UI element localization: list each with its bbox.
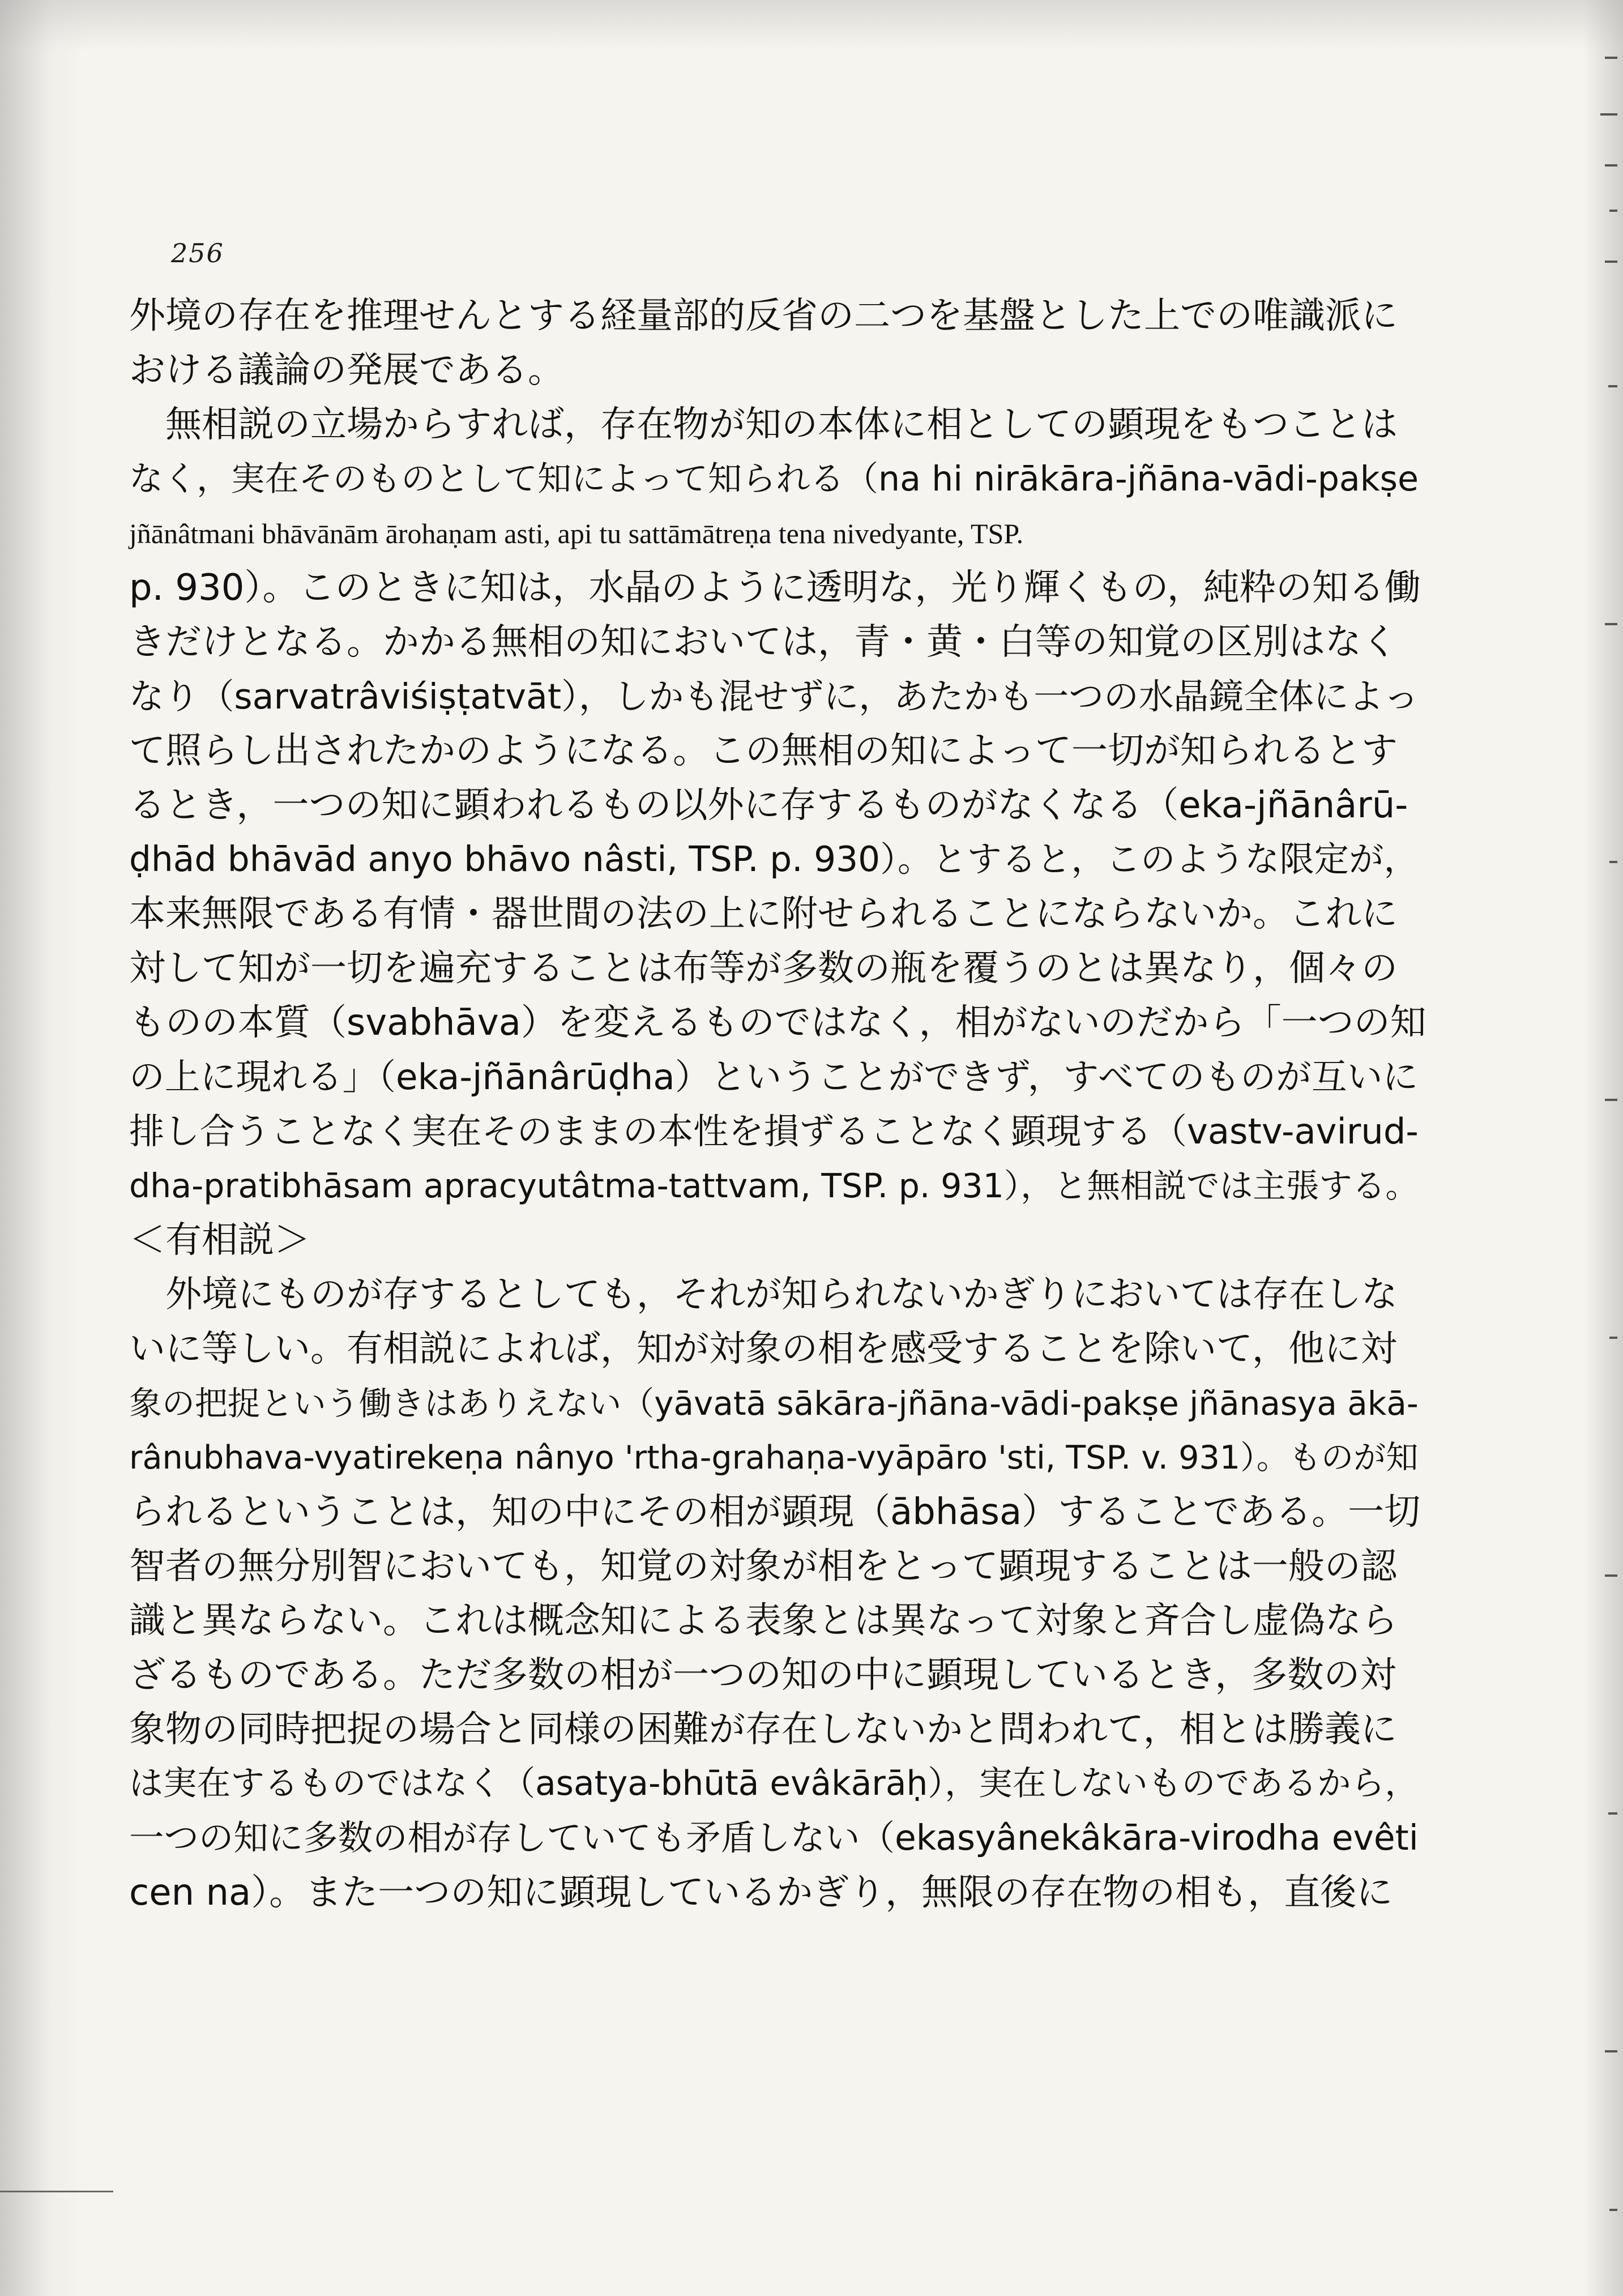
text-line-25: ざるものである。ただ多数の相が一つの知の中に顕現しているとき，多数の対: [129, 1654, 1396, 1696]
text-line-7: きだけとなる。かかる無相の知においては，青・黄・白等の知覚の区別はなく: [129, 621, 1398, 663]
text-line-15: の上に現れる」（eka-jñānârūḍha）ということができず，すべてのものが互いに: [129, 1056, 1419, 1098]
text-line-16: 排し合うことなく実在そのままの本性を損ずることなく顕現する（vastv-avirud-: [129, 1111, 1419, 1152]
scan-bottom-rule: [0, 2191, 113, 2192]
text-line-5: jñānâtmani bhāvānām ārohaṇam asti, api tu sattāmātreṇa tena nivedyante, TSP.: [129, 518, 1024, 549]
text-line-28: 一つの知に多数の相が存していても矛盾しない（ekasyânekâkāra-virodha evêti: [129, 1818, 1419, 1858]
page-number: 256: [171, 238, 224, 268]
text-line-26: 象物の同時把捉の場合と同様の困難が存在しないかと問われて，相とは勝義に: [129, 1709, 1397, 1751]
text-line-8: なり（sarvatrâviśiṣṭatvāt），しかも混せずに，あたかも一つの水晶鏡全体によっ: [129, 676, 1419, 717]
text-line-27: は実在するものではなく（asatya-bhūtā evâkārāḥ），実在しないものであるから，: [129, 1764, 1419, 1803]
text-line-20: 象の把捉という働きはありえない（yāvatā sākāra-jñāna-vādi-pakṣe jñānasya ākā-: [129, 1384, 1419, 1423]
text-line-2: おける議論の発展である。: [129, 349, 564, 391]
text-line-10: るとき，一つの知に顕われるもの以外に存するものがなくなる（eka-jñānârū-: [129, 784, 1408, 826]
text-line-24: 識と異ならない。これは概念知による表象とは異なって対象と斉合し虚偽なら: [129, 1600, 1398, 1642]
text-line-14: ものの本質（svabhāva）を変えるものではなく，相がないのだから「一つの知: [129, 1002, 1426, 1044]
text-line-29: cen na）。また一つの知に顕現しているかぎり，無限の存在物の相も，直後に: [129, 1872, 1393, 1914]
text-line-3: 無相説の立場からすれば，存在物が知の本体に相としての顕現をもつことは: [165, 404, 1398, 446]
text-line-21: rânubhava-vyatirekeṇa nânyo 'rtha-grahaṇa-vyāpāro 'sti, TSP. v. 931）。ものが知: [129, 1439, 1419, 1476]
text-line-19: いに等しい。有相説によれば，知が対象の相を感受することを除いて，他に対: [129, 1328, 1397, 1370]
text-line-1: 外境の存在を推理せんとする経量部的反省の二つを基盤とした上での唯識派に: [129, 295, 1398, 337]
text-line-9: て照らし出されたかのようになる。この無相の知によって一切が知られるとす: [129, 730, 1398, 772]
text-line-4: なく，実在そのものとして知によって知られる（na hi nirākāra-jñāna-vādi-pakṣe: [129, 459, 1419, 499]
scan-edge-top: [0, 0, 1623, 51]
text-line-18: 外境にものが存するとしても，それが知られないかぎりにおいては存在しな: [165, 1274, 1398, 1316]
section-heading: ＜有相説＞: [129, 1219, 310, 1261]
scan-edge-left: [0, 0, 85, 2296]
text-line-17: dha-pratibhāsam apracyutâtma-tattvam, TSP. p. 931），と無相説では主張する。: [129, 1167, 1419, 1205]
text-line-6: p. 930）。このときに知は，水晶のように透明な，光り輝くもの，純粋の知る働: [129, 567, 1421, 609]
text-line-12: 本来無限である有情・器世間の法の上に附せられることにならないか。これに: [129, 893, 1398, 935]
text-line-11: ḍhād bhāvād anyo bhāvo nâsti, TSP. p. 930）。とすると，このような限定が，: [129, 839, 1419, 880]
body-text: [129, 289, 1432, 1920]
text-line-13: 対して知が一切を遍充することは布等が多数の瓶を覆うのとは異なり，個々の: [129, 948, 1398, 989]
text-line-22: られるということは，知の中にその相が顕現（ābhāsa）することである。一切: [129, 1491, 1421, 1533]
binding-marks: [1589, 23, 1617, 2288]
text-line-23: 智者の無分別智においても，知覚の対象が相をとって顕現することは一般の認: [129, 1546, 1397, 1587]
